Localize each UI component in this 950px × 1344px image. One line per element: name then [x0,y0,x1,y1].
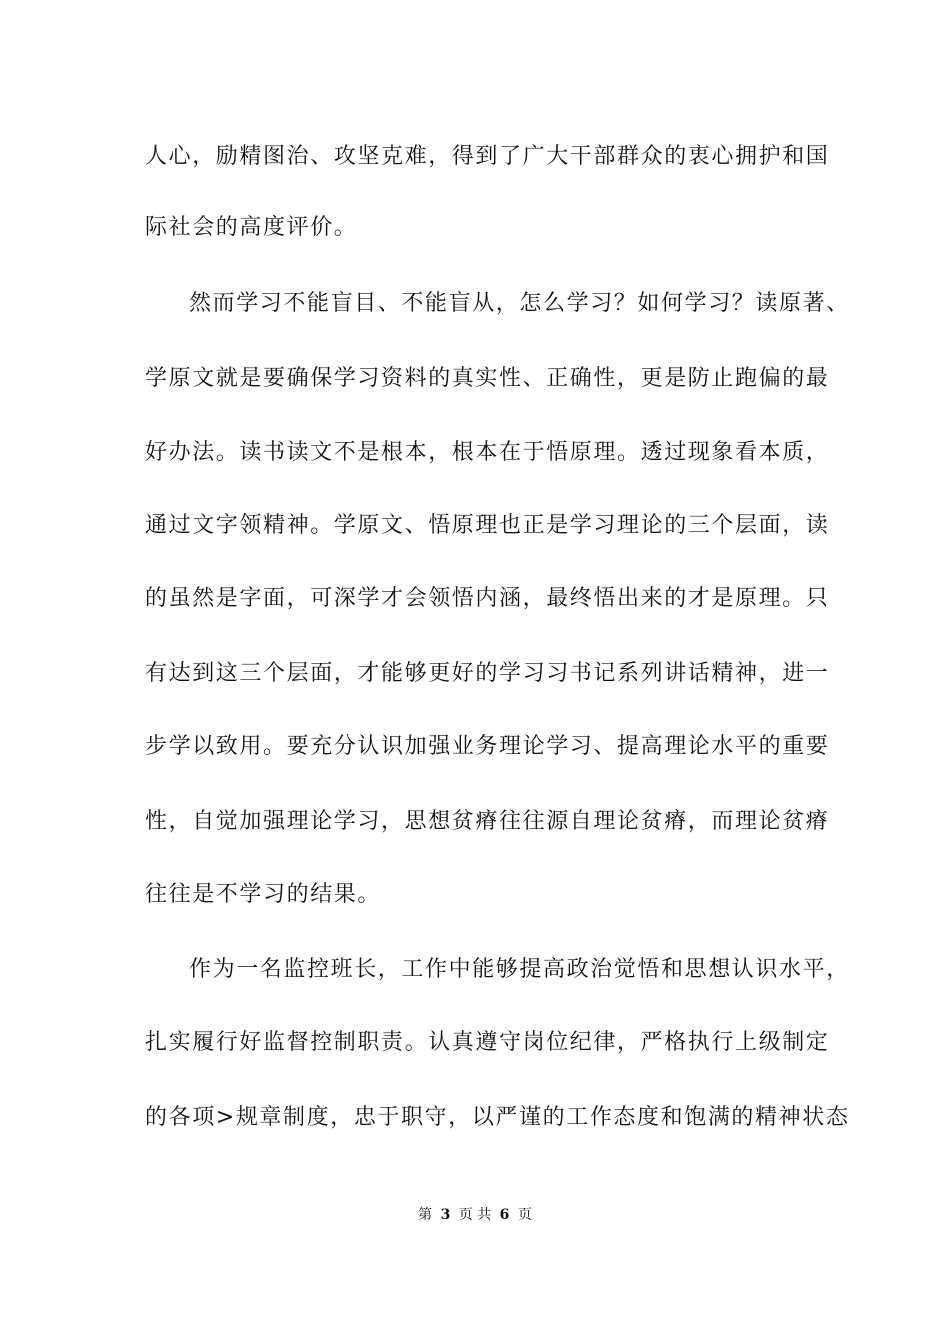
paragraph-1-line-2: 际社会的高度评价。 [145,215,358,240]
page-label-prefix: 第 [418,1207,433,1223]
paragraph-2-line-9: 往往是不学习的结果。 [145,882,382,907]
paragraph-2-line-8: 性，自觉加强理论学习，思想贫瘠往往源自理论贫瘠，而理论贫瘠 [145,809,830,834]
paragraph-2-line-7: 步学以致用。要充分认识加强业务理论学习、提高理论水平的重要 [145,734,830,759]
paragraph-2-line-3: 好办法。读书读文不是根本，根本在于悟原理。透过现象看本质， [145,440,830,465]
paragraph-1-line-1: 人心，励精图治、攻坚克难，得到了广大干部群众的衷心拥护和国 [145,144,830,169]
paragraph-2-line-6: 有达到这三个层面，才能够更好的学习习书记系列讲话精神，进一 [145,661,830,686]
paragraph-2-line-4: 通过文字领精神。学原文、悟原理也正是学习理论的三个层面，读 [145,513,830,538]
paragraph-2-line-2: 学原文就是要确保学习资料的真实性、正确性，更是防止跑偏的最 [145,366,830,391]
paragraph-3-line-2: 扎实履行好监督控制职责。认真遵守岗位纪律，严格执行上级制定 [145,1030,830,1055]
paragraph-3-line-3: 的各项>规章制度，忠于职守，以严谨的工作态度和饱满的精神状态 [145,1105,850,1130]
page-label-suffix: 页 [517,1207,532,1223]
paragraph-2-line-1: 然而学习不能盲目、不能盲从，怎么学习？如何学习？读原著、 [189,291,850,316]
paragraph-2-line-5: 的虽然是字面，可深学才会领悟内涵，最终悟出来的才是原理。只 [145,586,830,611]
paragraph-3-line-1: 作为一名监控班长，工作中能够提高政治觉悟和思想认识水平， [189,957,850,982]
current-page-number: 3 [440,1207,451,1223]
page-label-mid: 页 共 [458,1207,492,1223]
total-pages-number: 6 [499,1207,510,1223]
page-footer [0,1205,950,1225]
